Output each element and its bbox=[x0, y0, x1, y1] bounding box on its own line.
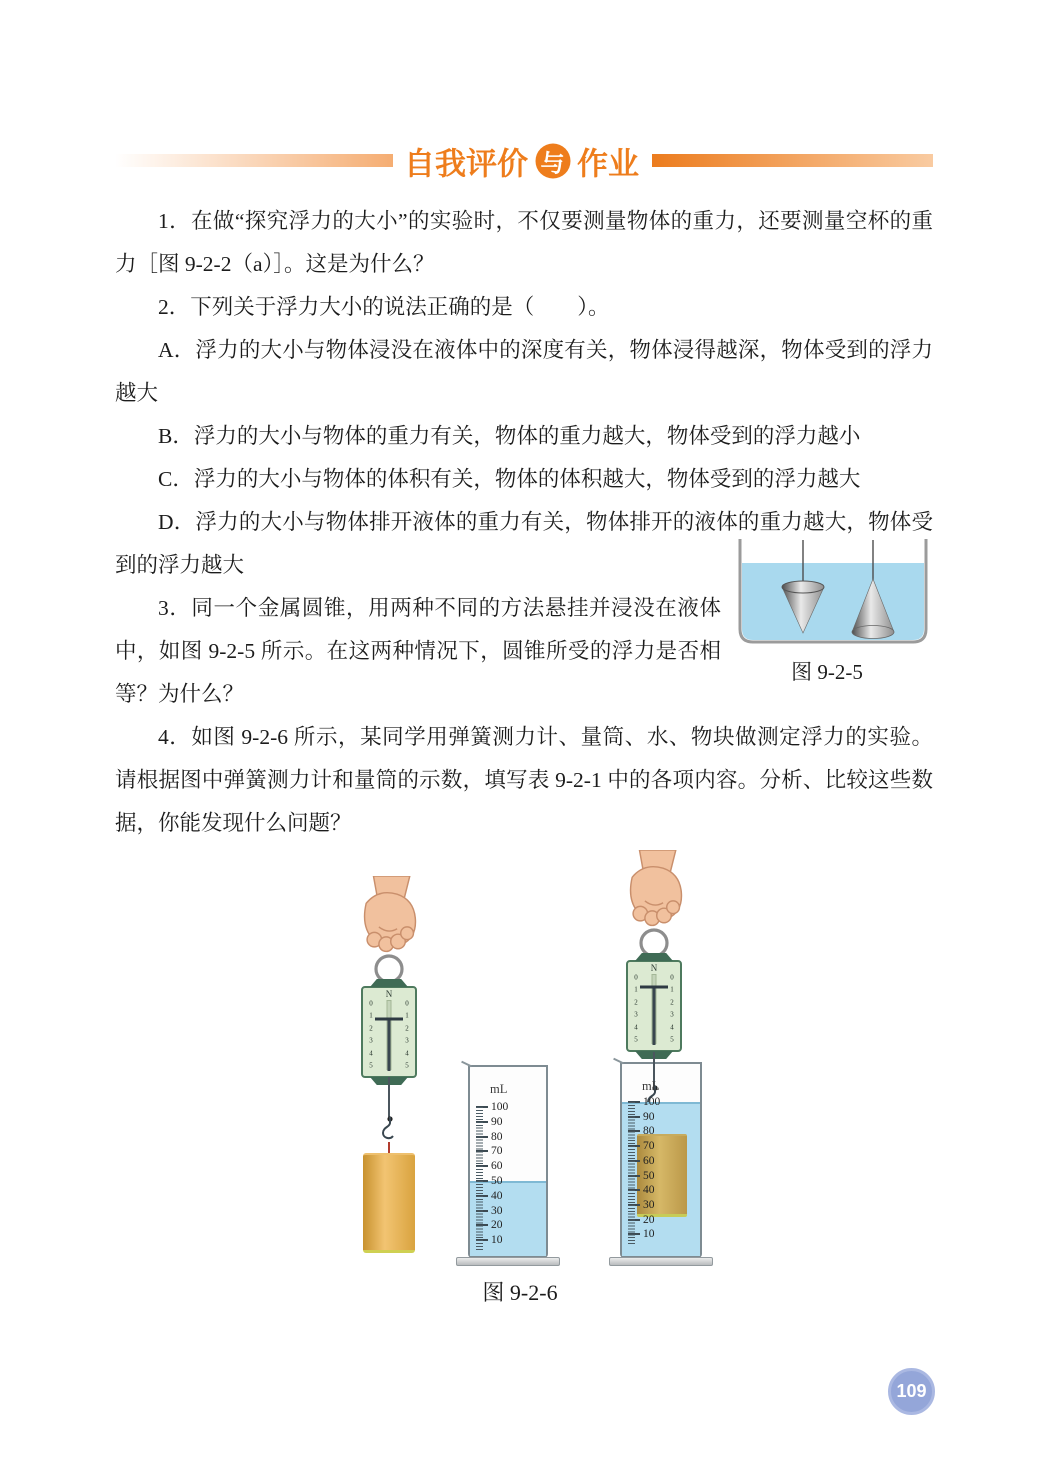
scale-ticks-right: 0 1 2 3 4 5 bbox=[670, 973, 674, 1044]
figure-9-2-6-caption: 图 9-2-6 bbox=[482, 1280, 558, 1305]
question-3-row bbox=[115, 587, 933, 716]
question-4: 4．如图 9-2-6 所示，某同学用弹簧测力计、量筒、水、物块做测定浮力的实验。请根据图中弹簧测力计和量筒的示数，填写表 9-2-1 中的各项内容。分析、比较这些数据，你能发现什么问题？ bbox=[115, 725, 933, 835]
scale-unit-label: N bbox=[385, 989, 393, 999]
question-text-block bbox=[115, 200, 933, 845]
measuring-cylinder-water-only bbox=[468, 1065, 548, 1258]
scale-pointer bbox=[640, 985, 668, 988]
cylinder-base bbox=[609, 1257, 713, 1266]
section-title bbox=[404, 139, 639, 184]
spring-scale-left bbox=[361, 986, 417, 1078]
cone-base bbox=[852, 626, 894, 639]
cone-rim bbox=[782, 581, 824, 593]
cylinder-base bbox=[456, 1257, 560, 1266]
scale-rod bbox=[653, 987, 656, 1045]
question-2-option-a: A．浮力的大小与物体浸没在液体中的深度有关，物体浸得越深，物体受到的浮力越大 bbox=[115, 338, 933, 405]
scale-pointer bbox=[375, 1017, 403, 1020]
scale-ticks-left: 0 1 2 3 4 5 bbox=[634, 973, 638, 1044]
question-2: 2．下列关于浮力大小的说法正确的是（ ）。 bbox=[158, 295, 610, 319]
scale-ticks-left: 0 1 2 3 4 5 bbox=[369, 999, 373, 1070]
cylinder-scale: 100 90 80 70 60 50 40 30 20 10 bbox=[622, 1064, 700, 1256]
page-number-badge: 109 bbox=[888, 1368, 935, 1415]
cylinder-unit-label: mL bbox=[490, 1082, 508, 1096]
figure-9-2-5 bbox=[721, 537, 933, 687]
hand-icon bbox=[344, 876, 432, 956]
scale-hook-rod bbox=[388, 1077, 390, 1117]
question-2-option-c: C．浮力的大小与物体的体积有关，物体的体积越大，物体受到的浮力越大 bbox=[158, 467, 861, 491]
scale-ticks-right: 0 1 2 3 4 5 bbox=[405, 999, 409, 1070]
header-right-bar bbox=[652, 154, 933, 167]
thread bbox=[388, 1142, 390, 1153]
section-title-left: 自我评价 bbox=[404, 146, 528, 182]
section-title-right: 作业 bbox=[577, 146, 639, 182]
hook-icon bbox=[380, 1116, 402, 1143]
scale-rod bbox=[388, 1019, 391, 1071]
section-header bbox=[0, 138, 1043, 184]
section-title-circle: 与 bbox=[535, 144, 570, 179]
figure-9-2-5-caption: 图 9-2-5 bbox=[791, 660, 863, 684]
water bbox=[742, 563, 924, 640]
yellow-block bbox=[363, 1153, 415, 1253]
figure-9-2-6 bbox=[0, 850, 1043, 1330]
spring-scale-right bbox=[626, 960, 682, 1052]
question-2-option-d: D．浮力的大小与物体排开液体的重力有关，物体排开的液体的重力越大，物体受到的浮力越大 bbox=[115, 510, 933, 577]
hand-icon bbox=[610, 850, 698, 930]
question-2-option-b: B．浮力的大小与物体的重力有关，物体的重力越大，物体受到的浮力越小 bbox=[158, 424, 861, 448]
cylinder-unit-label: mL bbox=[642, 1079, 660, 1093]
question-3: 3．同一个金属圆锥，用两种不同的方法悬挂并浸没在液体中，如图 9-2-5 所示。在这两种情况下，圆锥所受的浮力是否相等？为什么？ bbox=[115, 596, 721, 706]
measuring-cylinder-with-block bbox=[620, 1062, 702, 1258]
header-left-bar bbox=[115, 154, 393, 167]
scale-unit-label: N bbox=[650, 963, 658, 973]
question-1: 1．在做“探究浮力的大小”的实验时，不仅要测量物体的重力，还要测量空杯的重力［图 9-2-2（a）］。这是为什么？ bbox=[115, 209, 933, 276]
cylinder-scale: 100 90 80 70 60 50 40 30 20 10 bbox=[470, 1067, 546, 1256]
cones-in-water-illustration bbox=[735, 537, 931, 653]
